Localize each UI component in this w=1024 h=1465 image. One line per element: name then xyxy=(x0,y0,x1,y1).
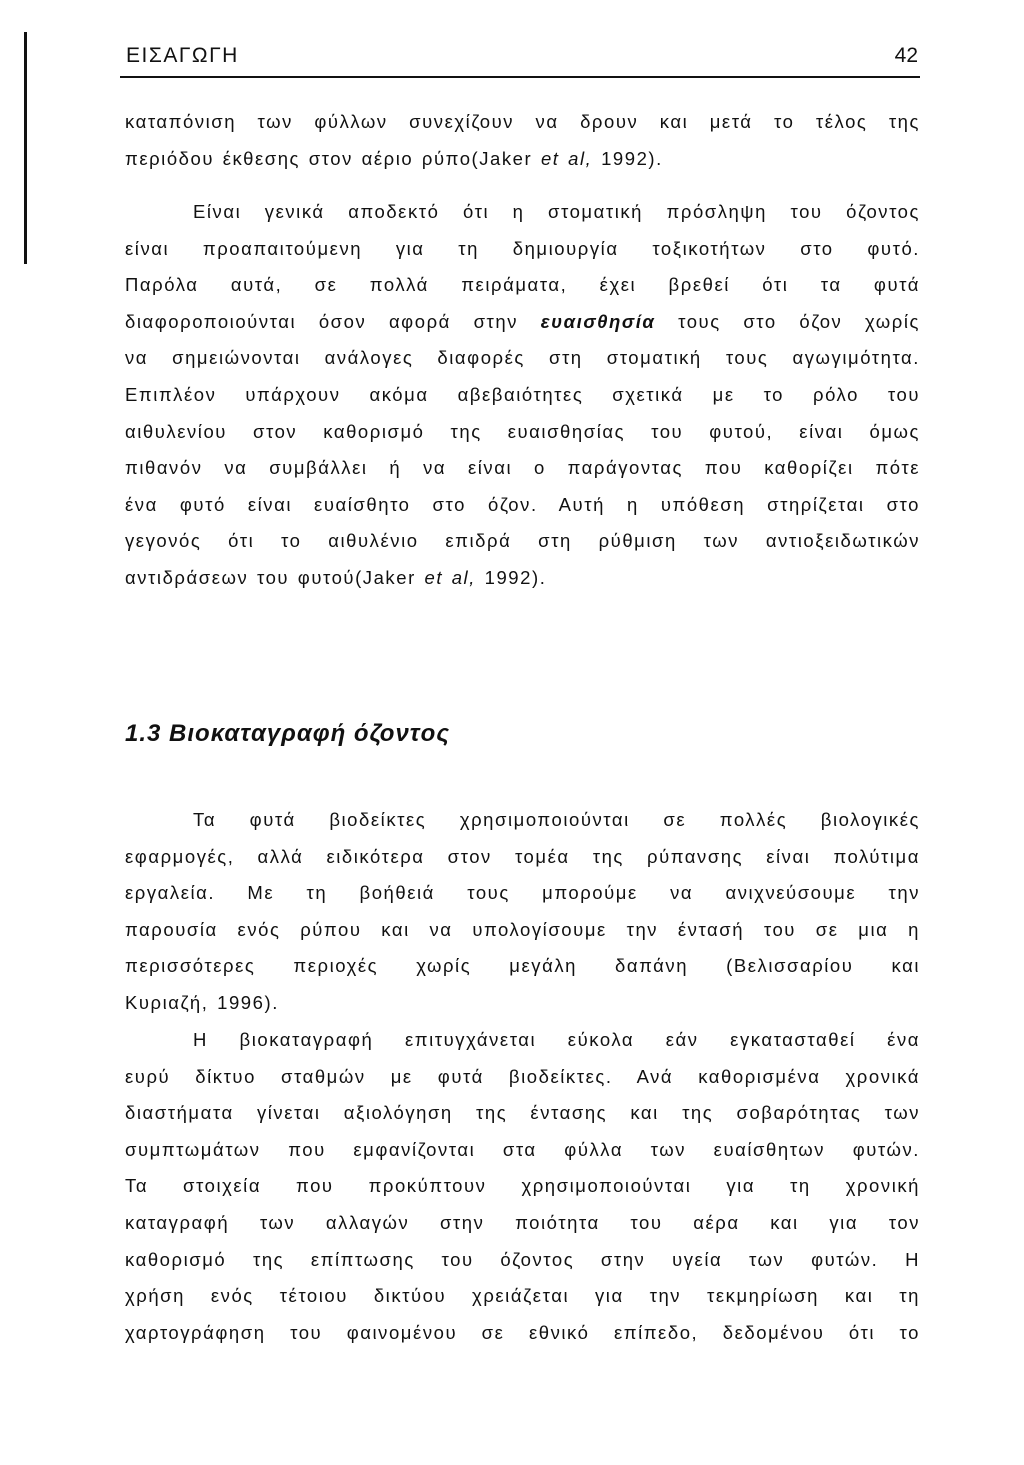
paragraph-line: καθορισμό της επίπτωσης του όζοντος στην υγεία των φυτών. Η xyxy=(125,1248,920,1270)
paragraph-line: ευρύ δίκτυο σταθμών με φυτά βιοδείκτες. Ανά καθορισμένα χρονικά xyxy=(125,1065,920,1087)
text-run: τους στο όζον χωρίς xyxy=(678,310,920,332)
scan-edge-line xyxy=(24,32,27,264)
paragraph-line: Τα στοιχεία που προκύπτουν χρησιμοποιούνται για τη χρονική xyxy=(125,1175,920,1197)
paragraph-line: εφαρμογές, αλλά ειδικότερα στον τομέα της ρύπανσης είναι πολύτιμα xyxy=(125,845,920,867)
paragraph-line xyxy=(125,304,920,341)
paragraph-line: Η βιοκαταγραφή επιτυγχάνεται εύκολα εάν εγκατασταθεί ένα xyxy=(193,1029,920,1050)
paragraph-line: Είναι γενικά αποδεκτό ότι η στοματική πρόσληψη του όζοντος xyxy=(193,201,920,222)
running-header xyxy=(120,40,920,78)
paragraph-line: πιθανόν να συμβάλλει ή να είναι ο παράγοντας που καθορίζει πότε xyxy=(125,457,920,479)
paragraph-line xyxy=(125,560,920,597)
paragraph-line: χρήση ενός τέτοιου δικτύου χρειάζεται για την τεκμηρίωση και τη xyxy=(125,1285,920,1307)
paragraph-3 xyxy=(125,802,920,1022)
paragraph-line: χαρτογράφηση του φαινομένου σε εθνικό επίπεδο, δεδομένου ότι το xyxy=(125,1321,920,1343)
text-run: αντιδράσεων του φυτού(Jaker xyxy=(125,566,416,588)
paragraph-line: εργαλεία. Με τη βοήθειά τους μπορούμε να ανιχνεύσουμε την xyxy=(125,882,920,904)
paragraph-1 xyxy=(125,104,920,177)
paragraph-line: Επιπλέον υπάρχουν ακόμα αβεβαιότητες σχετικά με το ρόλο του xyxy=(125,383,920,405)
text-run: διαφοροποιούνται όσον αφορά στην xyxy=(125,310,519,332)
section-heading: 1.3 Βιοκαταγραφή όζοντος xyxy=(125,720,451,747)
paragraph-line: Κυριαζή, 1996). xyxy=(125,991,279,1013)
paragraph-line: να σημειώνονται ανάλογες διαφορές στη στοματική τους αγωγιμότητα. xyxy=(125,347,920,369)
citation-year: 1992). xyxy=(484,566,547,588)
citation-year: 1992). xyxy=(601,147,663,169)
citation-etal: et al, xyxy=(424,566,476,588)
paragraph-line: ένα φυτό είναι ευαίσθητο στο όζον. Αυτή η υπόθεση στηρίζεται στο xyxy=(125,493,920,515)
paragraph-line: καταγραφή των αλλαγών στην ποιότητα του αέρα και για τον xyxy=(125,1211,920,1233)
paragraph-line: συμπτωμάτων που εμφανίζονται στα φύλλα των ευαίσθητων φυτών. xyxy=(125,1138,920,1160)
paragraph-line xyxy=(125,141,920,178)
page-number: 42 xyxy=(894,44,918,67)
paragraph-line: περισσότερες περιοχές χωρίς μεγάλη δαπάνη (Βελισσαρίου και xyxy=(125,955,920,977)
paragraph-line: Τα φυτά βιοδείκτες χρησιμοποιούνται σε πολλές βιολογικές xyxy=(193,809,920,830)
emphasized-term: ευαισθησία xyxy=(540,310,656,332)
paragraph-line: Παρόλα αυτά, σε πολλά πειράματα, έχει βρεθεί ότι τα φυτά xyxy=(125,274,920,296)
paragraph-line: παρουσία ενός ρύπου και να υπολογίσουμε την έντασή του σε μια η xyxy=(125,918,920,940)
paragraph-line: γεγονός ότι το αιθυλένιο επιδρά στη ρύθμιση των αντιοξειδωτικών xyxy=(125,530,920,552)
paragraph-line: καταπόνιση των φύλλων συνεχίζουν να δρουν και μετά το τέλος της xyxy=(125,111,920,132)
running-title: ΕΙΣΑΓΩΓΗ xyxy=(126,44,239,67)
paragraph-line: αιθυλενίου στον καθορισμό της ευαισθησίας του φυτού, είναι όμως xyxy=(125,420,920,442)
citation-etal: et al, xyxy=(540,147,593,169)
text-run: περιόδου έκθεσης στον αέριο ρύπο(Jaker xyxy=(125,147,533,169)
paragraph-4 xyxy=(125,1022,920,1351)
paragraph-2 xyxy=(125,194,920,597)
paragraph-line: είναι προαπαιτούμενη για τη δημιουργία τοξικοτήτων στο φυτό. xyxy=(125,237,920,259)
paragraph-line: διαστήματα γίνεται αξιολόγηση της έντασης και της σοβαρότητας των xyxy=(125,1102,920,1124)
